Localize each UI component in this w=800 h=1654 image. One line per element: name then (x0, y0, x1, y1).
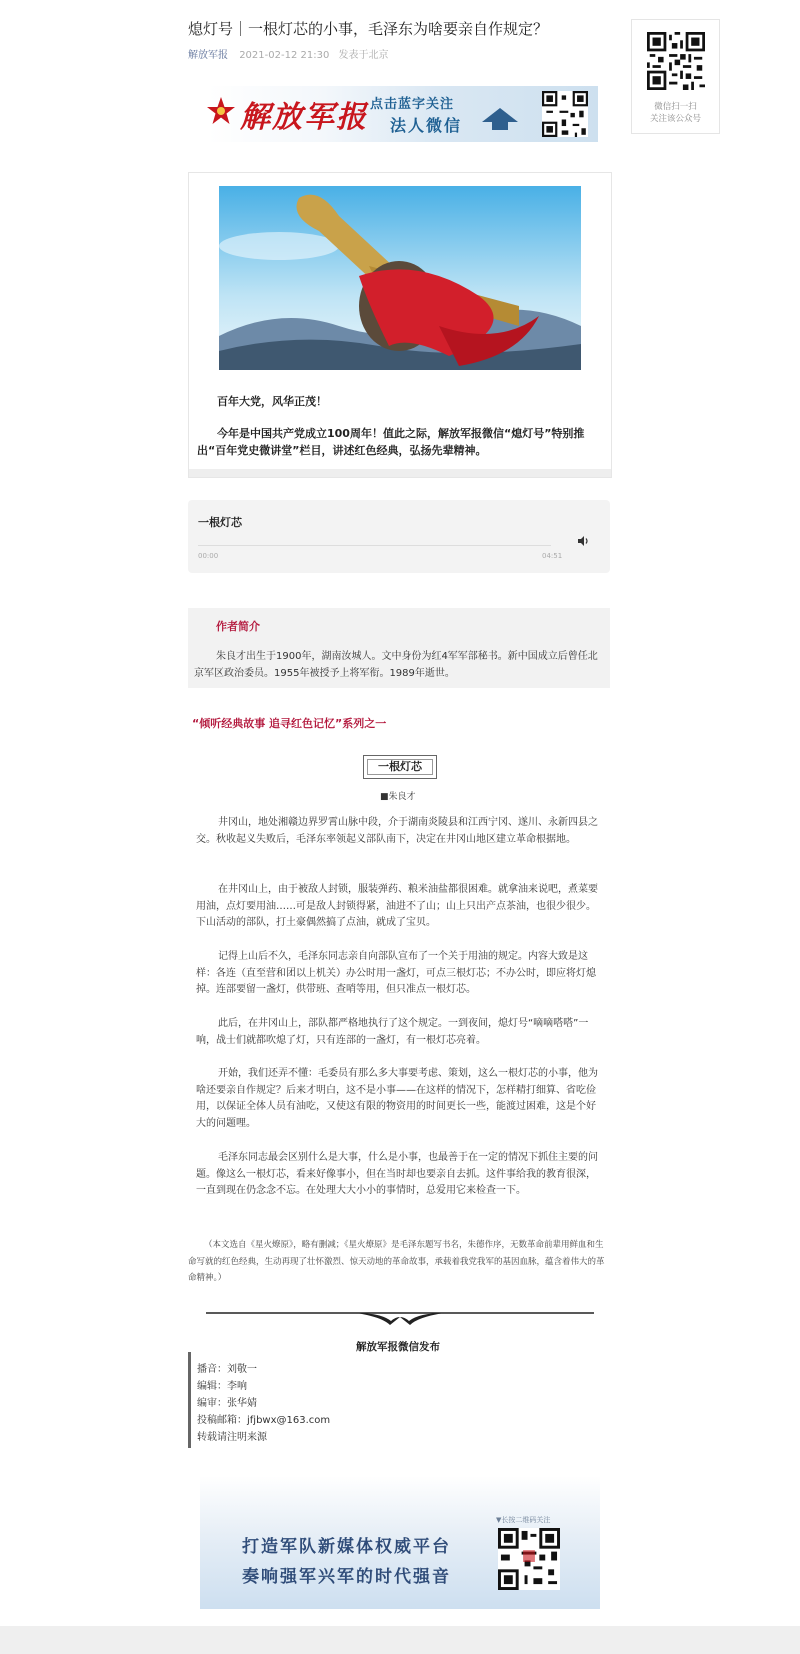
article-location: 发表于北京 (338, 50, 389, 61)
author-heading: 作者简介 (216, 620, 260, 633)
audio-time-total: 04:51 (542, 552, 563, 560)
intro-line2: 今年是中国共产党成立100周年！值此之际，解放军报微信“熄灯号”特别推出“百年党史微讲堂”栏目，讲述红色经典，弘扬先辈精神。 (197, 427, 585, 457)
story-title: 一根灯芯 (367, 759, 433, 775)
banner-slogan2: 奏响强军兴军的时代强音 (242, 1567, 451, 1587)
newspaper-logo: 解放军报 (240, 100, 368, 135)
audio-progress-track[interactable] (198, 545, 551, 546)
article-source-link[interactable]: 解放军报 (188, 50, 228, 61)
credit-line: 转载请注明来源 (197, 1432, 267, 1443)
arrow-up-icon (480, 106, 520, 132)
source-note: （本文选自《星火燎原》，略有删减；《星火燎原》是毛泽东题写书名，朱德作序，无数革命前辈用鲜血和生命写就的红色经典，生动再现了壮怀激烈、惊天动地的革命故事，承载着我党我军的基因血脉，蕴含着伟大的革命精神。） (188, 1240, 605, 1283)
story-paragraph: 开始，我们还弄不懂：毛委员有那么多大事要考虑、策划，这么一根灯芯的小事，他为啥还要亲自作规定？后来才明白，这不是小事——在这样的情况下，怎样精打细算、省吃俭用，以保证全体人员有油吃，又使这有限的物资用的时间更长一些，能渡过困难，这是个好大的问题哩。 (196, 1068, 598, 1130)
qr-code-icon (647, 32, 705, 90)
author-intro-box (188, 608, 610, 688)
credit-line: 编辑：李响 (197, 1381, 247, 1392)
ornament-divider (206, 1307, 594, 1327)
qr-hint: ▼长按二维码关注 (496, 1516, 551, 1524)
audio-title: 一根灯芯 (198, 516, 242, 529)
follow-line2: 法人微信 (390, 116, 463, 135)
author-body: 朱良才出生于1900年，湖南汝城人。文中身份为红4军军部秘书。新中国成立后曾任北京军区政治委员。1955年被授予上将军衔。1989年逝世。 (194, 651, 598, 679)
credit-line: 投稿邮箱：jfjbwx@163.com (197, 1415, 331, 1426)
banner-slogan1: 打造军队新媒体权威平台 (242, 1537, 451, 1557)
intro-line1: 百年大党，风华正茂！ (217, 395, 327, 408)
story-byline: ■朱良才 (380, 792, 416, 802)
side-qr-panel (631, 19, 720, 134)
audio-time-current: 00:00 (198, 552, 219, 560)
audio-player[interactable] (188, 500, 610, 573)
story-paragraph: 毛泽东同志最会区别什么是大事，什么是小事，也最善于在一定的情况下抓住主要的问题。像这么一根灯芯，看来好像事小，但在当时却也要亲自去抓。这件事给我的教育很深，一直到现在仍念念不忘。在处理大大小小的事情时，总爱用它来检查一下。 (196, 1152, 598, 1197)
red-star-icon (206, 96, 236, 126)
article-datetime: 2021-02-12 21:30 (239, 50, 330, 61)
article-meta (188, 46, 395, 61)
story-paragraph: 井冈山，地处湘赣边界罗霄山脉中段，介于湖南炎陵县和江西宁冈、遂川、永新四县之交。秋收起义失败后，毛泽东率领起义部队南下，决定在井冈山地区建立革命根据地。 (196, 817, 598, 845)
story-title-box (363, 755, 437, 779)
story-paragraph: 此后，在井冈山上，部队都严格地执行了这个规定。一到夜间，熄灯号“嘀嘀嗒嗒”一响，战士们就都吹熄了灯，只有连部的一盏灯，有一根灯芯亮着。 (196, 1018, 589, 1046)
article-title: 熄灯号｜一根灯芯的小事，毛泽东为啥要亲自作规定？ (188, 20, 549, 38)
intro-card (188, 172, 612, 478)
credit-line: 播音：刘敬一 (197, 1364, 257, 1375)
follow-line1: 点击蓝字关注 (370, 97, 455, 112)
story-paragraph: 记得上山后不久，毛泽东同志亲自向部队宣布了一个关于用油的规定。内容大致是这样：各连（直至营和团以上机关）办公时用一盏灯，可点三根灯芯；不办公时，即应将灯熄掉。连部要留一盏灯，供带班、查哨等用，但只准点一根灯芯。 (196, 951, 596, 996)
bottom-banner (200, 1476, 600, 1609)
story-paragraph: 在井冈山上，由于被敌人封锁，服装弹药、粮米油盐都很困难。就拿油来说吧，煮菜要用油，点灯要用油……可是敌人封锁得紧，油进不了山；山上只出产点茶油，也很少很少。下山活动的部队，打土豪偶然搞了点油，就成了宝贝。 (196, 884, 598, 929)
publisher-label: 解放军报微信发布 (356, 1341, 440, 1353)
bugle-photo (219, 186, 581, 370)
card-bottom-bar (189, 469, 611, 477)
series-label: “倾听经典故事 追寻红色记忆”系列之一 (192, 717, 387, 730)
follow-banner[interactable] (208, 86, 598, 142)
page-footer-bar (0, 1626, 800, 1654)
qr-code-icon (542, 91, 588, 137)
credit-line: 编审：张华婧 (197, 1398, 257, 1409)
audio-play-icon[interactable] (576, 534, 590, 548)
side-qr-caption: 微信扫一扫 关注该公众号 (649, 102, 701, 124)
credits-block (188, 1352, 497, 1448)
qr-code-icon (498, 1528, 560, 1590)
